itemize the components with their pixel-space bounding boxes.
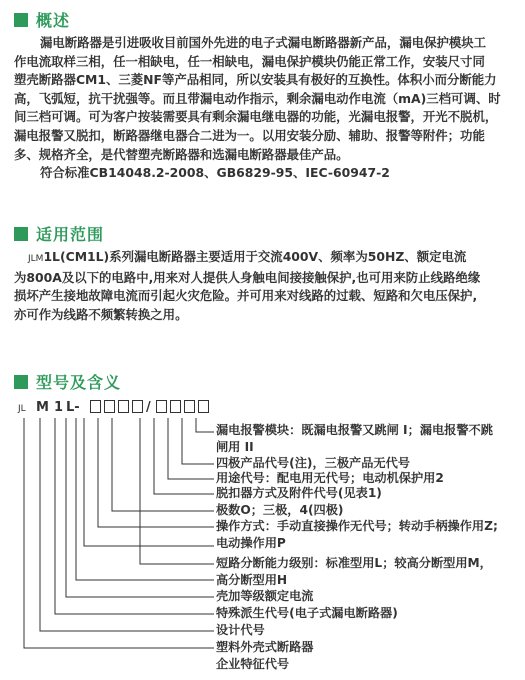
model-code-l: L- [66,400,80,415]
overview-title: 概述 [36,11,71,30]
scope-prefix: JLM [28,254,44,264]
overview-standard: 符合标准CB14048.2-2008、GB6829-95、IEC-60947-2 [40,165,390,181]
model-desc-enterprise-code: 企业特征代号 [216,657,290,671]
model-desc-usage-code: 用途代号：配电用无代号；电动机保护用2 [216,471,444,485]
model-desc-operation: 操作方式：手动直接操作无代号；转动手柄操作用Z; 电动操作用P [216,519,498,550]
overview-line: 高，飞弧短，抗干扰强等。而且带漏电动作指示，剩余漏电动作电流（mA)三档可调、时 [14,90,501,106]
model-code-slash: / [146,400,151,415]
scope-line: 损坏产生接地故障电流而引起火灾危险。并可用来对线路的过载、短路和欠电压保护, [14,288,478,304]
overview-line: 间三档可调。可为客户按装需要具有剩余漏电继电器的功能，光漏电报警，开光不脱机， [14,109,498,125]
model-desc-alarm-module: 漏电报警模块：既漏电报警又跳闸 I；漏电报警不跳 闸用 II [216,423,493,454]
model-desc-breaking-capacity: 短路分断能力级别：标准型用L；较高分断型用M， 高分断型用H [216,556,492,587]
scope-title: 适用范围 [36,225,105,244]
scope-line: 为800A及以下的电路中,用来对人提供人身触电间接接触保护,也可用来防止线路绝缘 [14,269,481,285]
model-code-m: M [36,400,49,415]
scope-line-text: 1L(CM1L)系列漏电断路器主要适用于交流400V、频率为50HZ、额定电流 [43,249,467,264]
model-title: 型号及含义 [36,373,122,392]
overview-line: 作电流取样三相，任一相缺电，任一相缺电，漏电保护模块仍能正常工作，安装尺寸同 [14,53,485,69]
model-desc-derivative: 特殊派生代号(电子式漏电断路器) [216,606,398,620]
model-desc-design-code: 设计代号 [216,623,265,637]
overview-line: 漏电断路器是引进吸收目前国外先进的电子式漏电断路器新产品，漏电保护模块工 [40,35,487,50]
overview-line: 塑壳断路器CM1、三菱NF等产品相同，所以安装具有极好的互换性。体积小而分断能力 [14,72,497,88]
model-desc-trip-code: 脱扣器方式及附件代号(见表1) [216,486,382,500]
model-code-1: 1 [54,400,64,415]
model-desc-poles: 极数O；三极，4(四极) [216,503,344,517]
overview-line: 漏电报警又脱扣，断路器继电器合二进为一。以用安装分励、辅助、报警等附件；功能 [14,127,485,143]
scope-line: 亦可作为线路不频繁转换之用。 [14,306,188,322]
model-code-prefix: JL [18,404,26,414]
overview-line: 多、规格齐全，是代替塑壳断路器和选漏电断路器最佳产品。 [14,146,349,162]
model-desc-rated-current: 壳加等级额定电流 [216,589,314,603]
model-desc-poles-code: 四极产品代号(注)，三极产品无代号 [216,456,410,470]
model-desc-molded-case: 塑料外壳式断路器 [216,640,314,654]
